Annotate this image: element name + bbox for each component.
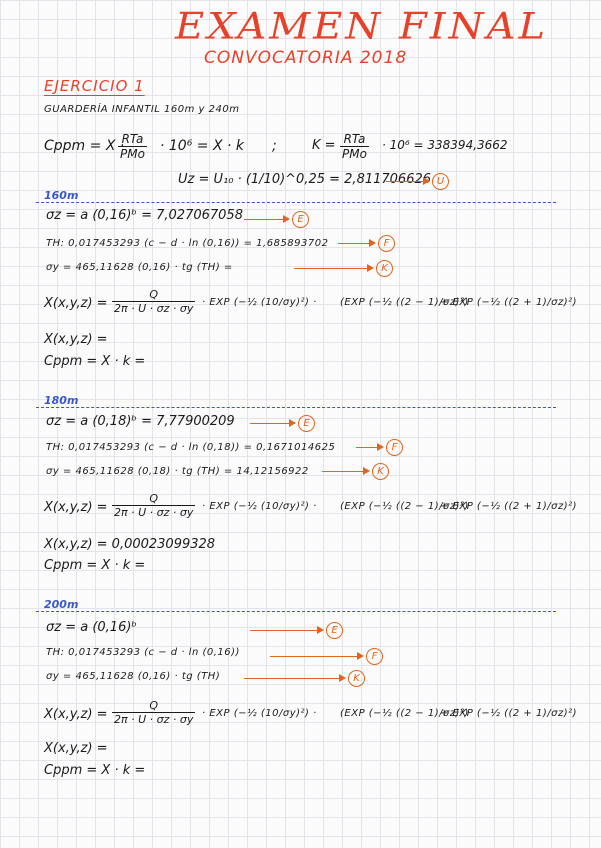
sigma-y-line: σy = 465,11628 (0,16) · tg (TH)	[46, 671, 221, 682]
exercise-label: EJERCICIO 1	[44, 77, 145, 95]
th-ref-circle: F	[366, 648, 383, 665]
gauss-prefactor	[112, 492, 195, 519]
gauss-prefactor	[112, 699, 195, 726]
k-definition: K =	[312, 138, 336, 153]
gauss-denominator: 2π · U · σz · σy	[114, 302, 194, 315]
uz-formula: Uz = U₁₀ · (1/10)^0,25 = 2,811706626	[178, 172, 432, 187]
th-arrow	[338, 243, 374, 244]
sigma-z-ref-circle: E	[292, 211, 309, 228]
sigma-z-line: σz = a (0,18)ᵇ = 7,77900209	[46, 414, 235, 429]
pm-denominator: PMo	[120, 147, 145, 161]
section-divider	[36, 407, 556, 408]
th-ref-circle: F	[386, 439, 403, 456]
sigma-y-arrow	[244, 678, 344, 679]
gauss-exp-z1: (EXP (−½ ((2 − 1)/σz)²)	[340, 501, 469, 512]
sigma-z-line: σz = a (0,16)ᵇ	[46, 620, 137, 635]
x-result: X(x,y,z) = 0,00023099328	[44, 537, 216, 552]
k-fraction	[340, 132, 369, 161]
section-label: 160m	[44, 189, 79, 202]
th-line: TH: 0,017453293 (c − d · ln (0,16)) = 1,685893702	[46, 238, 329, 249]
page-title: EXAMEN FINAL	[175, 6, 549, 48]
gauss-exp-y: · EXP (−½ (10/σy)²) ·	[202, 501, 317, 512]
gauss-formula-lhs: X(x,y,z) =	[44, 296, 108, 311]
section-divider	[36, 611, 556, 612]
gauss-formula-lhs: X(x,y,z) =	[44, 500, 108, 515]
sigma-y-arrow	[294, 268, 372, 269]
section-divider	[36, 202, 556, 203]
cppm-result: Cppm = X · k =	[44, 558, 146, 573]
exercise-intro: GUARDERÍA INFANTIL 160m y 240m	[44, 104, 240, 115]
gauss-exp-z1: (EXP (−½ ((2 − 1)/σz)²)	[340, 297, 469, 308]
page-subtitle: CONVOCATORIA 2018	[204, 48, 408, 68]
cppm-result: Cppm = X · k =	[44, 354, 146, 369]
gauss-exp-z1: (EXP (−½ ((2 − 1)/σz)²)	[340, 708, 469, 719]
gauss-exp-y: · EXP (−½ (10/σy)²) ·	[202, 297, 317, 308]
k-pm-denominator: PMo	[342, 147, 367, 161]
gauss-prefactor	[112, 288, 195, 315]
sigma-z-ref-circle: E	[326, 622, 343, 639]
gauss-denominator: 2π · U · σz · σy	[114, 713, 194, 726]
gauss-exp-z2: + EXP (−½ ((2 + 1)/σz)²)	[440, 297, 578, 308]
gauss-denominator: 2π · U · σz · σy	[114, 506, 194, 519]
gauss-q: Q	[112, 492, 195, 506]
sigma-z-arrow	[250, 423, 294, 424]
k-rt-numerator: RTa	[340, 132, 369, 147]
sigma-z-ref-circle: E	[298, 415, 315, 432]
x-result: X(x,y,z) =	[44, 741, 108, 756]
x-result: X(x,y,z) =	[44, 332, 108, 347]
th-ref-circle: F	[378, 235, 395, 252]
gauss-exp-z2: + EXP (−½ ((2 + 1)/σz)²)	[440, 708, 578, 719]
gauss-q: Q	[112, 288, 195, 302]
th-line: TH: 0,017453293 (c − d · ln (0,16))	[46, 647, 240, 658]
uz-ref-circle: U	[432, 173, 449, 190]
uz-arrow	[386, 181, 428, 182]
th-arrow	[356, 447, 382, 448]
rt-numerator: RTa	[118, 132, 147, 147]
sigma-y-arrow	[322, 471, 368, 472]
sigma-z-line: σz = a (0,16)ᵇ = 7,027067058	[46, 208, 243, 223]
gauss-exp-z2: + EXP (−½ ((2 + 1)/σz)²)	[440, 501, 578, 512]
sigma-y-line: σy = 465,11628 (0,18) · tg (TH) = 14,12156922	[46, 466, 309, 477]
gauss-q: Q	[112, 699, 195, 713]
cppm-definition-rhs: · 10⁶ = X · k	[160, 138, 245, 154]
sigma-z-arrow	[244, 219, 288, 220]
section-label: 200m	[44, 598, 79, 611]
section-label: 180m	[44, 394, 79, 407]
th-arrow	[270, 656, 362, 657]
sigma-y-ref-circle: K	[376, 260, 393, 277]
cppm-definition: Cppm = X ·	[44, 138, 125, 154]
sigma-y-line: σy = 465,11628 (0,16) · tg (TH) =	[46, 262, 233, 273]
gauss-formula-lhs: X(x,y,z) =	[44, 707, 108, 722]
sigma-y-ref-circle: K	[348, 670, 365, 687]
th-line: TH: 0,017453293 (c − d · ln (0,18)) = 0,1671014625	[46, 442, 336, 453]
k-value: · 10⁶ = 338394,3662	[382, 138, 508, 152]
sigma-z-arrow	[250, 630, 322, 631]
gauss-exp-y: · EXP (−½ (10/σy)²) ·	[202, 708, 317, 719]
separator: ;	[272, 138, 277, 154]
sigma-y-ref-circle: K	[372, 463, 389, 480]
cppm-result: Cppm = X · k =	[44, 763, 146, 778]
rt-over-pm-fraction	[118, 132, 147, 161]
